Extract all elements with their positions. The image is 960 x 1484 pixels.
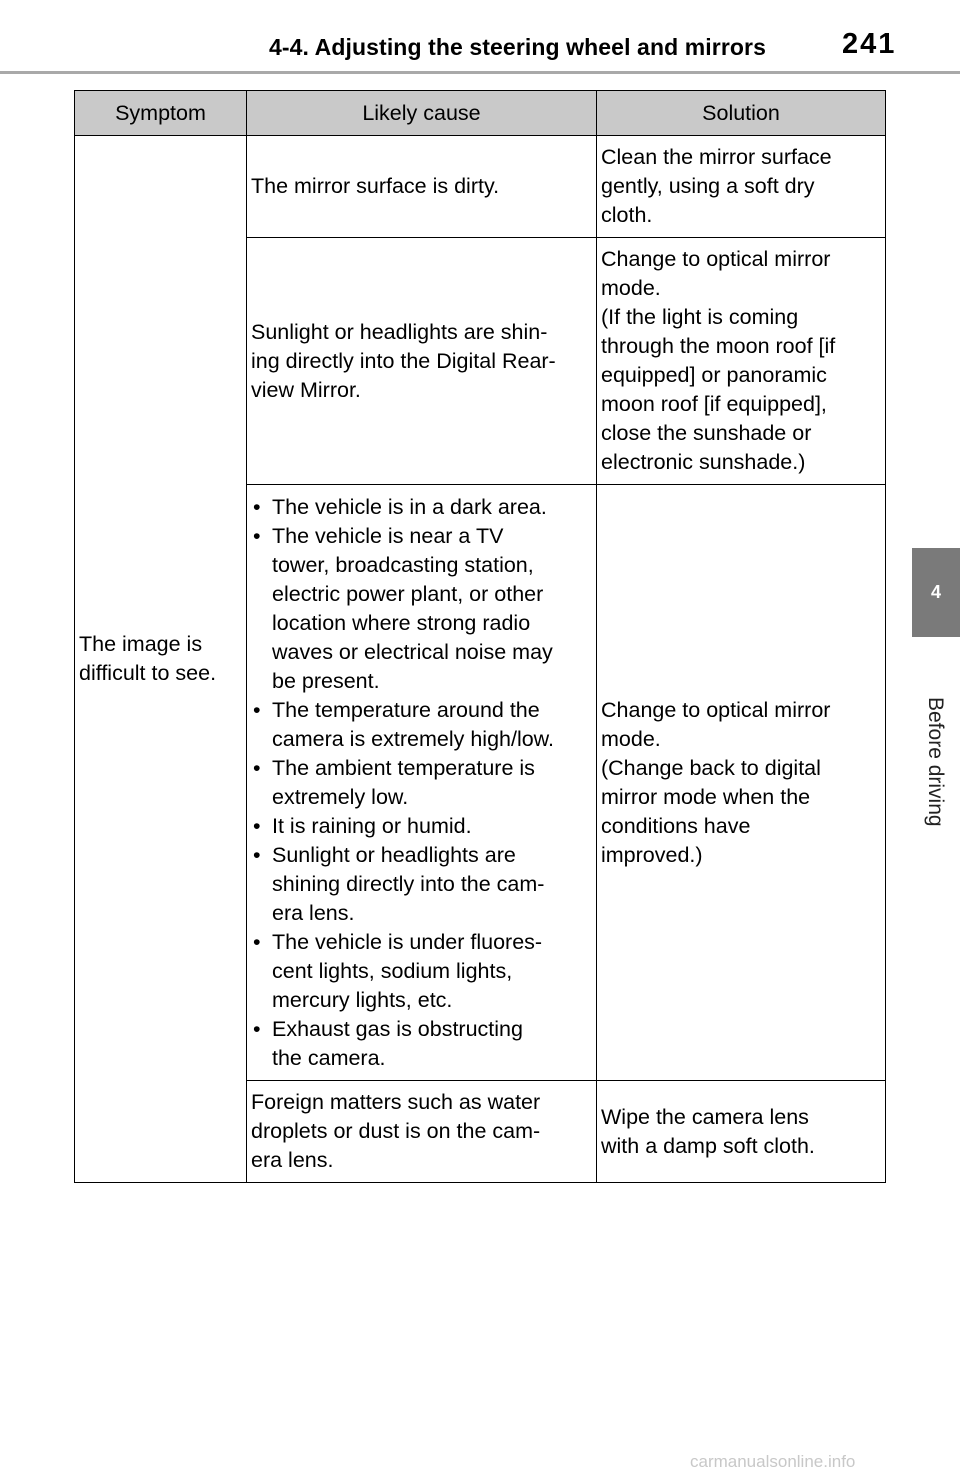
chapter-tab[interactable]	[912, 548, 960, 637]
list-item: • The vehicle is under fluores- cent lights, sodium lights, mercury lights, etc.	[251, 928, 592, 1015]
list-item: • The vehicle is in a dark area.	[251, 493, 592, 522]
list-item: • It is raining or humid.	[251, 812, 592, 841]
watermark: carmanualsonline.info	[690, 1452, 856, 1471]
column-header-solution: Solution	[597, 91, 886, 136]
cause-cell: Foreign matters such as water droplets or dust is on the cam- era lens.	[247, 1081, 597, 1183]
list-item: • The temperature around the camera is extremely high/low.	[251, 696, 592, 754]
list-item: • Sunlight or headlights are shining directly into the cam- era lens.	[251, 841, 592, 928]
section-title: 4-4. Adjusting the steering wheel and mirrors	[269, 34, 766, 60]
solution-cell: Change to optical mirror mode. (If the light is coming through the moon roof [if equipped] or panoramic moon roof [if equipped], close the sunshade or electronic sunshade.)	[597, 238, 886, 485]
solution-cell: Clean the mirror surface gently, using a soft dry cloth.	[597, 136, 886, 238]
list-item: • The ambient temperature is extremely low.	[251, 754, 592, 812]
cause-cell: The mirror surface is dirty.	[247, 136, 597, 238]
page-number: 241	[842, 28, 897, 60]
solution-cell: Wipe the camera lens with a damp soft cloth.	[597, 1081, 886, 1183]
list-item: • The vehicle is near a TV tower, broadcasting station, electric power plant, or other location where strong radio waves or electrical noise may be present.	[251, 522, 592, 696]
cause-list	[251, 493, 592, 1073]
solution-cell: Change to optical mirror mode. (Change back to digital mirror mode when the conditions have improved.)	[597, 485, 886, 1081]
symptom-cell: The image is difficult to see.	[75, 136, 247, 1183]
column-header-cause: Likely cause	[247, 91, 597, 136]
header-divider	[0, 71, 960, 74]
list-item: • Exhaust gas is obstructing the camera.	[251, 1015, 592, 1073]
chapter-number: 4	[930, 582, 941, 602]
column-header-symptom: Symptom	[75, 91, 247, 136]
table-row	[75, 136, 886, 238]
symptom-table	[74, 90, 886, 1183]
cause-cell: Sunlight or headlights are shin- ing directly into the Digital Rear- view Mirror.	[247, 238, 597, 485]
page-header	[0, 0, 960, 74]
cause-cell	[247, 485, 597, 1081]
chapter-label: Before driving	[924, 697, 947, 827]
table-header-row	[75, 91, 886, 136]
